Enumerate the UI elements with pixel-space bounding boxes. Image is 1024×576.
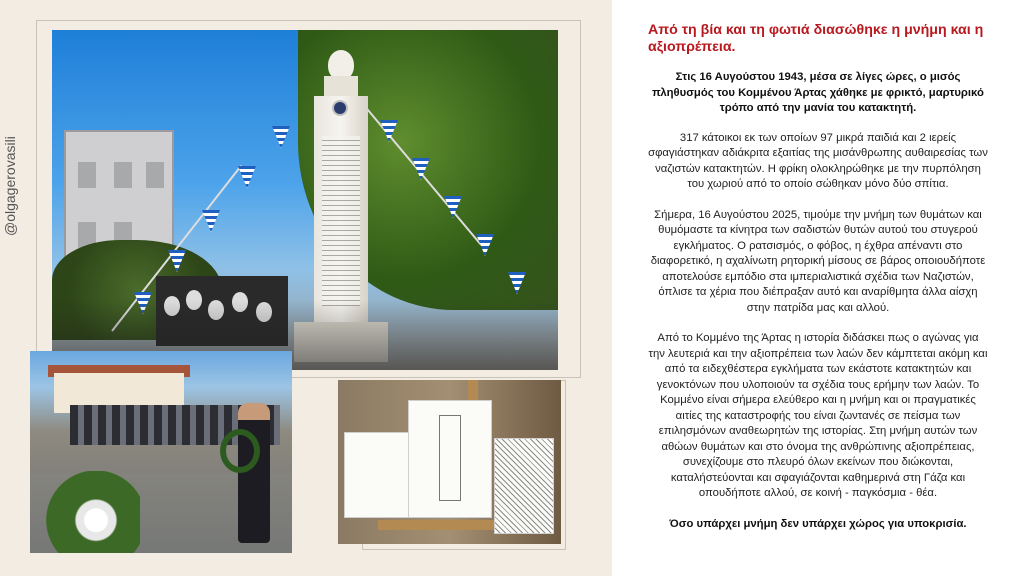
body-paragraph: Σήμερα, 16 Αυγούστου 2025, τιμούμε την μνήμη των θυμάτων και θυμόμαστε τα κίνητρα των σαδιστών θυτών αυτού του στυγερού εγκλήματος. Ο ρατσισμός, ο φόβος, η έχθρα απέναντι στο διαφορετικό, η αχαλίνωτη ρητορική μίσους σε βάρος οποιουδήποτε αποτελούσε εμπόδιο στα ιμπεριαλιστικά σχέδια των Ναζιστών, όπλισε τα χέρια που διέπραξαν αυτό και αναρίθμητα άλλα αίσχη στην πατρίδα μας και αλλού. — [650, 208, 986, 314]
lead-paragraph: Στις 16 Αυγούστου 1943, μέσα σε λίγες ώρες, ο μισός πληθυσμός του Κομμένου Άρτας χάθηκε με φρικτό, μαρτυρικό τρόπο από την μανία του κατακτητή. — [652, 71, 984, 114]
body-paragraph: 317 κάτοικοι εκ των οποίων 97 μικρά παιδιά και 2 ιερείς σφαγιάστηκαν αδιάκριτα εξαιτίας της μισάνθρωπης αυθαιρεσίας των ναζιστών κατακτητών. Η φρίκη ολοκληρώθηκε με την πυρπόληση του χωριού από το οποίο σώθηκαν μόνο δύο σπίτια. — [648, 131, 988, 190]
drawing-sheet — [344, 432, 414, 518]
monument-sketch — [439, 415, 461, 501]
drawing-sheet — [494, 438, 554, 534]
article-panel — [612, 0, 1024, 576]
wreath-laying-photo — [30, 351, 292, 553]
greek-flag-icon — [272, 126, 290, 148]
drawing-sheet — [408, 400, 492, 518]
memorial-emblem — [332, 100, 348, 116]
memorial-photo — [52, 30, 558, 370]
instagram-handle — [2, 86, 24, 236]
headline: Από τη βία και τη φωτιά διασώθηκε η μνήμη και η αξιοπρέπεια. — [648, 22, 984, 55]
woman-with-wreath — [238, 403, 270, 543]
closing-line: Όσο υπάρχει μνήμη δεν υπάρχει χώρος για υποκρισία. — [669, 517, 967, 530]
wreath-icon — [220, 429, 260, 473]
greek-flag-icon — [202, 210, 220, 232]
body-paragraph: Από το Κομμένο της Άρτας η ιστορία διδάσκει πως ο αγώνας για την λευτεριά και την αξιοπρέπεια των λαών δεν κάμπτεται ακόμη και από τα ειδεχθέστερα εγκλήματα των εκάστοτε κατακτητών και γενοκτόνων που υλοποιούν τα σχέδια τους ερήμην των λαών. Το Κομμένο είναι σήμερα ελεύθερο και η μνήμη και οι πραγματικές αιτίες της καταστροφής του είναι ζωντανές σε πείσμα των επιλησμόνων αναθεωρητών της ιστορίας. Στη μνήμη αυτών των αθώων θυμάτων και στο όνομα της ανθρώπινης αξιοπρέπειας, συνεχίζουμε στο πλευρό όλων εκείνων που διώκονται, καταλήστεύονται και σφαγιάζονται καθημερινά στη Γάζα και οπουδήποτε αλλού, σε κοινή - παγκόσμια - θέα. — [648, 332, 988, 499]
drawings-photo — [338, 380, 561, 544]
flower-bouquet — [30, 471, 140, 553]
handle-text: @olgagerovasili — [2, 136, 18, 236]
greek-flag-icon — [238, 166, 256, 188]
